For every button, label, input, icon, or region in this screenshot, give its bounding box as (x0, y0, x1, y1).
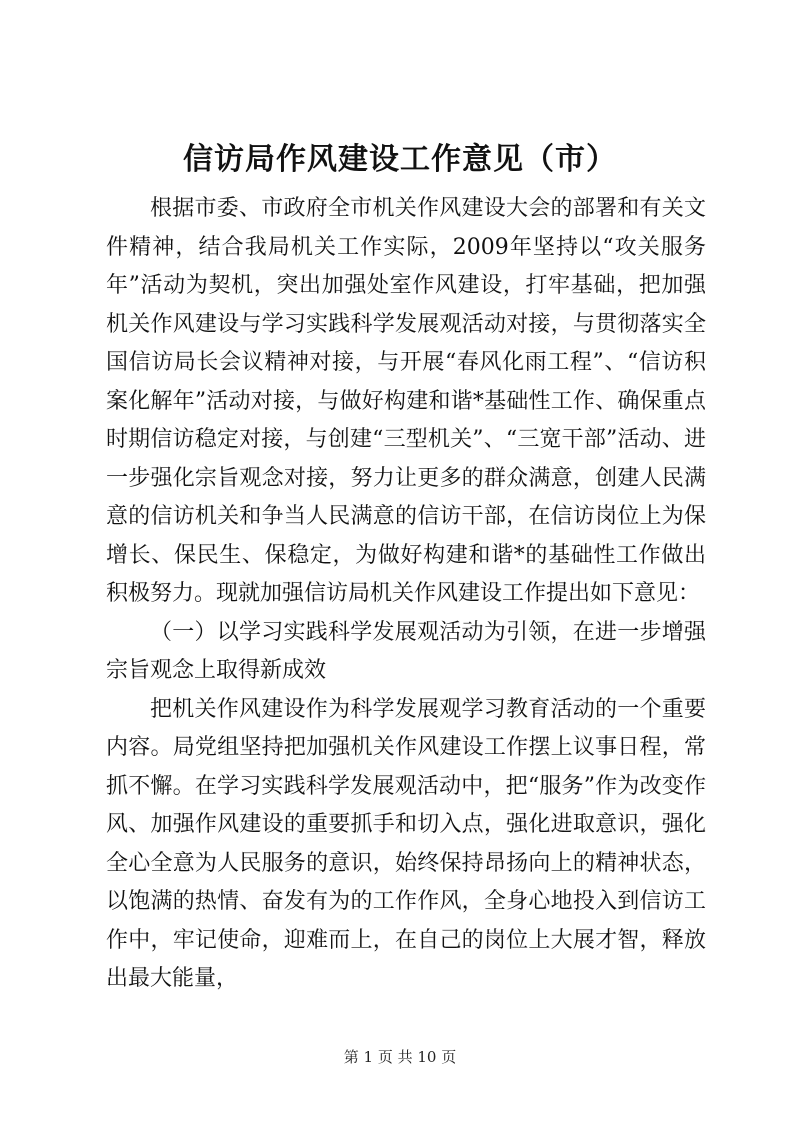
page-footer (0, 1047, 800, 1067)
document-body (106, 190, 706, 999)
page-number-label: 第 1 页 共 10 页 (343, 1048, 457, 1066)
paragraph-intro: 根据市委、市政府全市机关作风建设大会的部署和有关文件精神，结合我局机关工作实际，2009年坚持以“攻关服务年”活动为契机，突出加强处室作风建设，打牢基础，把加强机关作风建设与学习实践科学发展观活动对接，与贯彻落实全国信访局长会议精神对接，与开展“春风化雨工程”、“信访积案化解年”活动对接，与做好构建和谐*基础性工作、确保重点时期信访稳定对接，与创建“三型机关”、“三宽干部”活动、进一步强化宗旨观念对接，努力让更多的群众满意，创建人民满意的信访机关和争当人民满意的信访干部，在信访岗位上为保增长、保民生、保稳定，为做好构建和谐*的基础性工作做出积极努力。现就加强信访局机关作风建设工作提出如下意见： (106, 196, 706, 606)
paragraph-section-heading: （一）以学习实践科学发展观活动为引领，在进一步增强宗旨观念上取得新成效 (106, 619, 706, 683)
document-title: 信访局作风建设工作意见（市） (183, 142, 617, 177)
paragraph-section-body: 把机关作风建设作为科学发展观学习教育活动的一个重要内容。局党组坚持把加强机关作风建设工作摆上议事日程，常抓不懈。在学习实践科学发展观活动中，把“服务”作为改变作风、加强作风建设的重要抓手和切入点，强化进取意识，强化全心全意为人民服务的意识，始终保持昂扬向上的精神状态，以饱满的热情、奋发有为的工作作风，全身心地投入到信访工作中，牢记使命，迎难而上，在自己的岗位上大展才智，释放出最大能量， (106, 696, 706, 991)
